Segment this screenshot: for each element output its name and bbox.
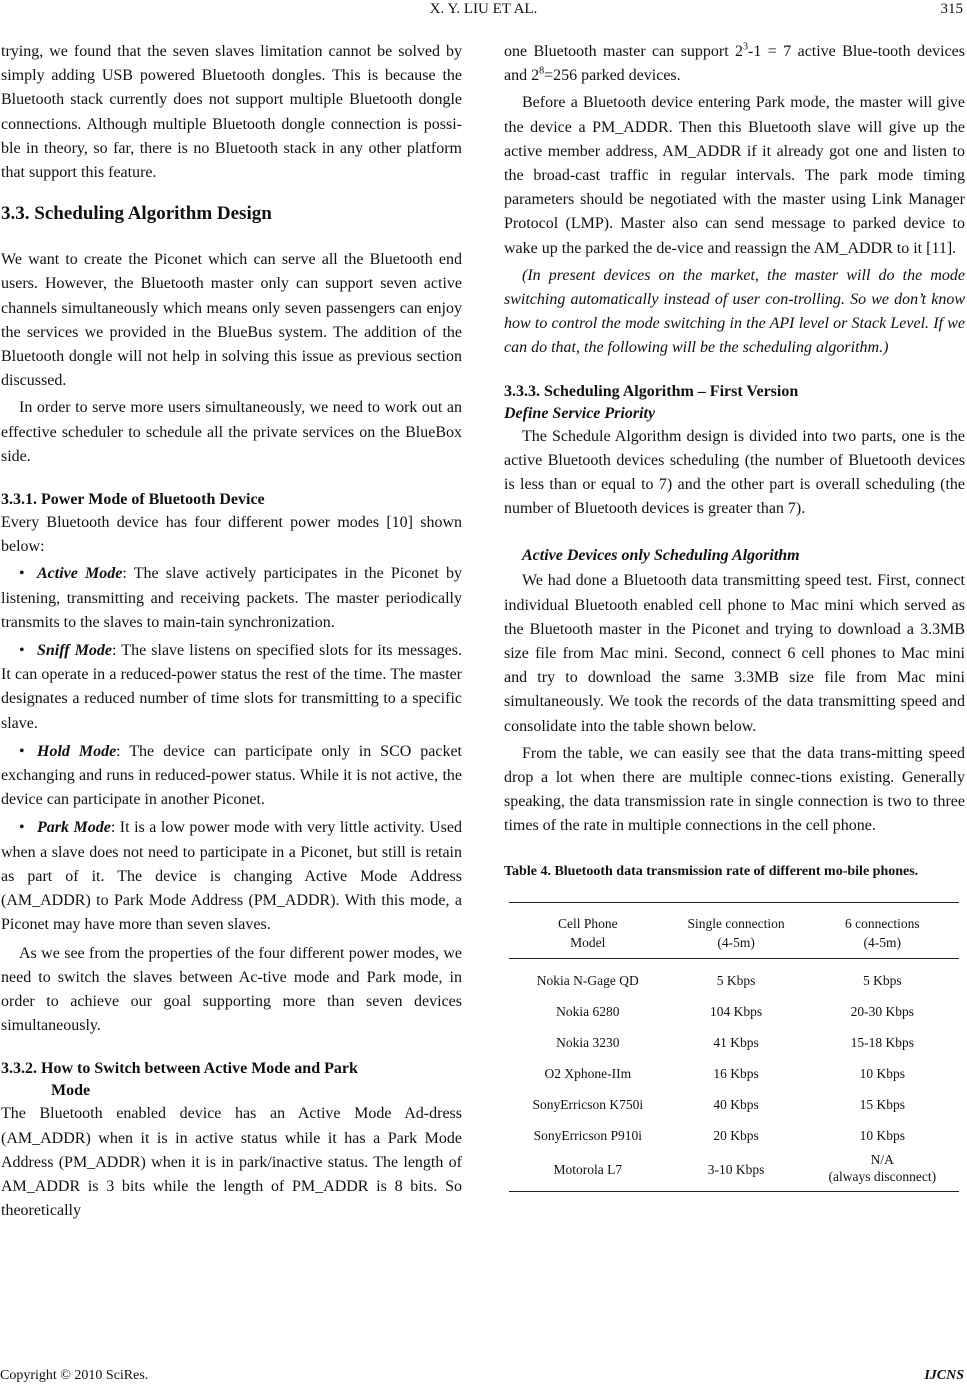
list-item (1, 740, 462, 813)
mode-term: Sniff Mode (37, 642, 113, 660)
mode-desc: : The device can participate only in SCO packet exchanging and runs in reduced-power status. While it is not active, the device can participate in another Piconet. (1, 742, 463, 809)
section-heading-3-3-2 (1, 1058, 462, 1102)
mode-desc: : It is a low power mode with very little activity. Used when a slave does not need to participate in a Piconet, but still is retain as part of it. The device is changing Active Mode Address (AM_ADDR) to Park Mode Address (PM_ADDR). With this mode, a Piconet may have more than seven slaves. (1, 819, 462, 934)
text-run: -1 = 7 active Blue-tooth devices and 2 (504, 43, 965, 85)
table-cell: 104 Kbps (710, 1003, 763, 1019)
italic-note: (In present devices on the market, the master will do the mode switching automatically instead of user con-trolling. So we don’t know how to control the mode switching in the API level or Stack Level. If we can do that, the following will be the scheduling algorithm.) (504, 266, 965, 357)
bullet-icon: • (19, 565, 25, 583)
data-table (509, 902, 959, 1192)
intro-paragraph: trying, we found that the seven slaves limitation cannot be solved by simply adding USB powered Bluetooth dongles. This is because the Bluetooth stack currently does not support multiple Bluetooth dongle connections. Although multiple Bluetooth dongle connection is possi-ble in theory, so far, there is no Bluetooth stack in any other platform that support this feature. (1, 43, 462, 182)
table-cell: O2 Xphone-IIm (544, 1065, 632, 1081)
table-caption: Table 4. Bluetooth data transmission rate of different mo-bile phones. (504, 863, 919, 879)
bullet-icon: • (19, 642, 25, 660)
superscript: 8 (539, 65, 545, 77)
cell-line: N/A (870, 1151, 894, 1167)
header-line: (4-5m) (863, 934, 902, 950)
table-cell (806, 1149, 959, 1192)
mode-desc: : The slave listens on specified slots for its messages. It can operate in a reduced-power status the rest of the time. The master designates a reduced number of time slots for transmitting to a specific slave. (1, 642, 463, 732)
mode-desc: : The slave actively participates in the Piconet by listening, transmitting and receiving packets. The master periodically transmits to the slaves to main-tain synchronization. (1, 565, 462, 631)
table-row (509, 1087, 959, 1118)
table-cell: SonyErricson K750i (532, 1096, 644, 1112)
column-header (667, 902, 806, 958)
subheading: Define Service Priority (504, 404, 656, 422)
header-line: Model (570, 934, 606, 950)
page-number: 315 (940, 1, 963, 17)
journal-name: IJCNS (924, 1368, 964, 1383)
section-heading-3-3: 3.3. Scheduling Algorithm Design (1, 203, 272, 225)
subheading: Active Devices only Scheduling Algorithm (522, 547, 800, 565)
heading-line: 3.3.2. How to Switch between Active Mode and Park (1, 1060, 358, 1078)
list-item (1, 816, 462, 937)
table-cell: Motorola L7 (553, 1162, 623, 1178)
left-column (1, 40, 462, 1223)
bullet-icon: • (19, 819, 25, 837)
table-row (509, 1025, 959, 1056)
paragraph: From the table, we can easily see that the data trans-mitting speed drop a lot when there are multiple connec-tions existing. Generally speaking, the data transmission rate in single connection is two to three times of the rate in multiple connections in the cell phone. (504, 744, 965, 835)
copyright-notice: Copyright © 2010 SciRes. (0, 1368, 149, 1383)
header-line: Cell Phone (557, 915, 618, 931)
section-heading-3-3-3: 3.3.3. Scheduling Algorithm – First Version (504, 382, 799, 400)
table-cell: Nokia 3230 (556, 1034, 620, 1050)
paragraph (504, 40, 965, 88)
table-cell: 16 Kbps (713, 1065, 759, 1081)
section-heading-3-3-1: 3.3.1. Power Mode of Bluetooth Device (1, 491, 265, 509)
text-run: one Bluetooth master can support 2 (504, 43, 744, 60)
column-header (806, 902, 959, 958)
table-cell: Nokia 6280 (556, 1003, 620, 1019)
table-cell: 5 Kbps (862, 972, 902, 988)
superscript: 3 (743, 41, 749, 53)
table-row (509, 994, 959, 1025)
heading-line: Mode (51, 1082, 91, 1100)
cell-line: (always disconnect) (828, 1168, 937, 1184)
paragraph: The Bluetooth enabled device has an Active Mode Ad-dress (AM_ADDR) when it is in active status while it has a Park Mode Address (PM_ADDR) when it is in park/inactive status. The length of AM_ADDR is 3 bits while the length of PM_ADDR is 8 bits. So theoretically (1, 1105, 462, 1220)
header-line: Single connection (687, 915, 785, 931)
header-line: (4-5m) (717, 934, 755, 950)
table-cell: 40 Kbps (713, 1096, 759, 1112)
text-run: =256 parked devices. (544, 67, 681, 85)
list-item (1, 562, 462, 635)
mode-term: Park Mode (37, 819, 111, 837)
table-cell: SonyErricson P910i (533, 1127, 642, 1143)
table-row (509, 1149, 959, 1192)
table-cell: 10 Kbps (859, 1065, 905, 1081)
table-row (509, 958, 959, 994)
table-cell: 15 Kbps (859, 1096, 905, 1112)
paragraph: We want to create the Piconet which can serve all the Bluetooth end users. However, the Bluetooth master only can support seven active channels simultaneously which means only seven passengers can enjoy the services we provided in the BlueBus system. The addition of the Bluetooth dongle will not help in solving this issue as previous section discussed. (1, 251, 462, 390)
table-cell: 5 Kbps (716, 972, 756, 988)
bullet-icon: • (19, 742, 25, 760)
running-title: X. Y. LIU ET AL. (429, 1, 538, 17)
mode-term: Hold Mode (37, 742, 117, 760)
paragraph: The Schedule Algorithm design is divided into two parts, one is the active Bluetooth devices scheduling (the number of Bluetooth devices is less than or equal to 7) and the other part is overall scheduling (the number of Bluetooth devices is greater than 7). (504, 427, 965, 518)
table-cell: 20-30 Kbps (850, 1003, 914, 1019)
column-header (509, 902, 667, 958)
header-line: 6 connections (844, 915, 920, 931)
page-header (0, 1, 967, 23)
paragraph: Every Bluetooth device has four different power modes [10] shown below: (1, 514, 462, 556)
table-cell: 20 Kbps (713, 1127, 759, 1143)
mode-term: Active Mode (37, 565, 123, 583)
paragraph: As we see from the properties of the four different power modes, we need to switch the slaves between Ac-tive mode and Park mode, in order to achieve our goal supporting more than seven devices simultaneously. (1, 944, 462, 1035)
table-cell: 41 Kbps (713, 1034, 759, 1050)
right-column (504, 40, 965, 1192)
paragraph: Before a Bluetooth device entering Park mode, the master will give the device a PM_ADDR. Then this Bluetooth slave will give up the active member address, AM_ADDR if it already got one and listen to the broad-cast traffic in regular intervals. The park mode timing parameters should be negotiated with the master using Link Manager Protocol (LMP). Master also can send message to parked device to wake up the parked the de-vice and reassign the AM_ADDR to it [11]. (504, 94, 965, 257)
paragraph: In order to serve more users simultaneously, we need to work out an effective scheduler to schedule all the private services on the BlueBox side. (1, 399, 462, 465)
table-header-row (509, 902, 959, 958)
table-cell: 3-10 Kbps (707, 1162, 765, 1178)
table-cell: 15-18 Kbps (850, 1034, 914, 1050)
table-row (509, 1056, 959, 1087)
table-row (509, 1118, 959, 1149)
paragraph: We had done a Bluetooth data transmitting speed test. First, connect individual Bluetooth enabled cell phone to Mac mini which served as the Bluetooth master in the Piconet and trying to download a 3.3MB size file from Mac mini. Second, connect 6 cell phones to Mac mini and try to download the same 3.3MB size file from Mac mini simultaneously. We took the records of the data transmitting speed and consolidate into the table shown below. (504, 572, 965, 735)
table-cell: 10 Kbps (859, 1127, 905, 1143)
list-item (1, 639, 462, 736)
table-cell: Nokia N-Gage QD (536, 972, 639, 988)
